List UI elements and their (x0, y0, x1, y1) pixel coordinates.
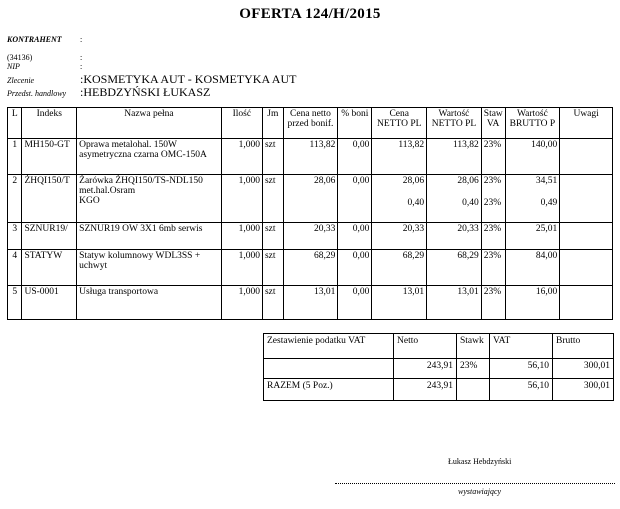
cell-wartosc-netto: 28,06 0,40 (427, 175, 482, 223)
cell-uwagi (560, 175, 613, 223)
cell-jm: szt (262, 175, 283, 223)
cell-nazwa: Żarówka ŻHQI150/TS-NDL150 met.hal.Osram KGO (77, 175, 222, 223)
przedst-value: :HEBDZYŃSKI ŁUKASZ (80, 85, 211, 99)
vat-razem-vat: 56,10 (490, 379, 553, 401)
cell-cena-netto: 13,01 (372, 286, 427, 320)
cell-ilosc: 1,000 (221, 139, 262, 175)
cell-ilosc: 1,000 (221, 175, 262, 223)
cell-wartosc-brutto: 34,51 0,49 (505, 175, 560, 223)
cell-l: 3 (8, 223, 22, 250)
cell-l: 4 (8, 250, 22, 286)
zlecenie-label: Zlecenie (7, 76, 35, 85)
cell-cena-przed: 28,06 (283, 175, 338, 223)
cell-indeks: SZNUR19/ (22, 223, 77, 250)
vat-razem-label: RAZEM (5 Poz.) (264, 379, 394, 401)
cell-nazwa: Oprawa metalohal. 150W asymetryczna czarna OMC-150A (77, 139, 222, 175)
signature-name: Łukasz Hebdzyński (448, 457, 512, 466)
cell-jm: szt (262, 139, 283, 175)
przedst-label: Przedst. handlowy (7, 89, 67, 98)
col-header: Staw VA (481, 108, 505, 139)
cell-nazwa: Statyw kolumnowy WDL3SS + uchwyt (77, 250, 222, 286)
cell-l: 1 (8, 139, 22, 175)
cell-wartosc-netto: 68,29 (427, 250, 482, 286)
col-header: Ilość (221, 108, 262, 139)
signature-label: wystawiający (458, 487, 502, 496)
vat-row-netto: 243,91 (394, 359, 457, 379)
cell-wartosc-brutto: 16,00 (505, 286, 560, 320)
cell-ilosc: 1,000 (221, 286, 262, 320)
cell-cena-netto: 20,33 (372, 223, 427, 250)
cell-boni: 0,00 (338, 223, 372, 250)
cell-l: 2 (8, 175, 22, 223)
table-row (8, 175, 613, 223)
cell-wartosc-netto: 20,33 (427, 223, 482, 250)
kontrahent-code: (34136) (7, 53, 33, 62)
vat-razem-stawka (457, 379, 490, 401)
kontrahent-label: KONTRAHENT (7, 35, 62, 44)
cell-ilosc: 1,000 (221, 223, 262, 250)
vat-summary-table (263, 333, 614, 401)
col-header: Wartość BRUTTO P (505, 108, 560, 139)
cell-stawka: 23% (481, 286, 505, 320)
col-header: Indeks (22, 108, 77, 139)
cell-nazwa: Usługa transportowa (77, 286, 222, 320)
signature-line (335, 483, 615, 484)
items-table (7, 107, 613, 320)
table-row (8, 139, 613, 175)
col-header: L (8, 108, 22, 139)
table-row (8, 223, 613, 250)
vat-stawka-label: Stawk (457, 334, 490, 359)
col-header: Jm (262, 108, 283, 139)
kontrahent-colon: : (80, 35, 83, 44)
cell-stawka: 23% 23% (481, 175, 505, 223)
cell-indeks: STATYW (22, 250, 77, 286)
code-colon: : (80, 53, 83, 62)
cell-stawka: 23% (481, 139, 505, 175)
vat-brutto-label: Brutto (553, 334, 614, 359)
vat-heading: Zestawienie podatku VAT (264, 334, 394, 359)
col-header: Nazwa pełna (77, 108, 222, 139)
table-header-row (8, 108, 613, 139)
cell-stawka: 23% (481, 223, 505, 250)
cell-cena-netto: 113,82 (372, 139, 427, 175)
cell-cena-przed: 13,01 (283, 286, 338, 320)
vat-razem-netto: 243,91 (394, 379, 457, 401)
cell-jm: szt (262, 250, 283, 286)
cell-uwagi (560, 286, 613, 320)
col-header: Uwagi (560, 108, 613, 139)
cell-uwagi (560, 139, 613, 175)
cell-wartosc-brutto: 84,00 (505, 250, 560, 286)
nip-label: NIP (7, 62, 20, 71)
table-row (8, 286, 613, 320)
vat-row-vat: 56,10 (490, 359, 553, 379)
vat-razem-brutto: 300,01 (553, 379, 614, 401)
col-header: Wartość NETTO PL (427, 108, 482, 139)
vat-row-stawka: 23% (457, 359, 490, 379)
cell-ilosc: 1,000 (221, 250, 262, 286)
cell-cena-przed: 68,29 (283, 250, 338, 286)
cell-cena-przed: 20,33 (283, 223, 338, 250)
vat-row-brutto: 300,01 (553, 359, 614, 379)
cell-jm: szt (262, 286, 283, 320)
vat-row-label (264, 359, 394, 379)
col-header: Cena netto przed bonif. (283, 108, 338, 139)
cell-wartosc-netto: 113,82 (427, 139, 482, 175)
cell-cena-przed: 113,82 (283, 139, 338, 175)
col-header: Cena NETTO PL (372, 108, 427, 139)
cell-wartosc-netto: 13,01 (427, 286, 482, 320)
cell-jm: szt (262, 223, 283, 250)
document-title: OFERTA 124/H/2015 (239, 6, 381, 22)
cell-cena-netto: 68,29 (372, 250, 427, 286)
table-row (8, 250, 613, 286)
cell-wartosc-brutto: 25,01 (505, 223, 560, 250)
cell-l: 5 (8, 286, 22, 320)
zlecenie-value: :KOSMETYKA AUT - KOSMETYKA AUT (80, 72, 297, 86)
vat-netto-label: Netto (394, 334, 457, 359)
nip-colon: : (80, 62, 83, 71)
vat-row (264, 359, 614, 379)
cell-indeks: US-0001 (22, 286, 77, 320)
vat-header-row (264, 334, 614, 359)
cell-boni: 0,00 (338, 286, 372, 320)
cell-cena-netto: 28,06 0,40 (372, 175, 427, 223)
cell-wartosc-brutto: 140,00 (505, 139, 560, 175)
vat-vat-label: VAT (490, 334, 553, 359)
cell-stawka: 23% (481, 250, 505, 286)
cell-indeks: ŻHQI150/T (22, 175, 77, 223)
vat-razem-row (264, 379, 614, 401)
cell-boni: 0,00 (338, 139, 372, 175)
cell-nazwa: SZNUR19 OW 3X1 6mb serwis (77, 223, 222, 250)
cell-boni: 0,00 (338, 175, 372, 223)
col-header: % boni (338, 108, 372, 139)
cell-uwagi (560, 250, 613, 286)
cell-uwagi (560, 223, 613, 250)
cell-indeks: MH150-GT (22, 139, 77, 175)
cell-boni: 0,00 (338, 250, 372, 286)
